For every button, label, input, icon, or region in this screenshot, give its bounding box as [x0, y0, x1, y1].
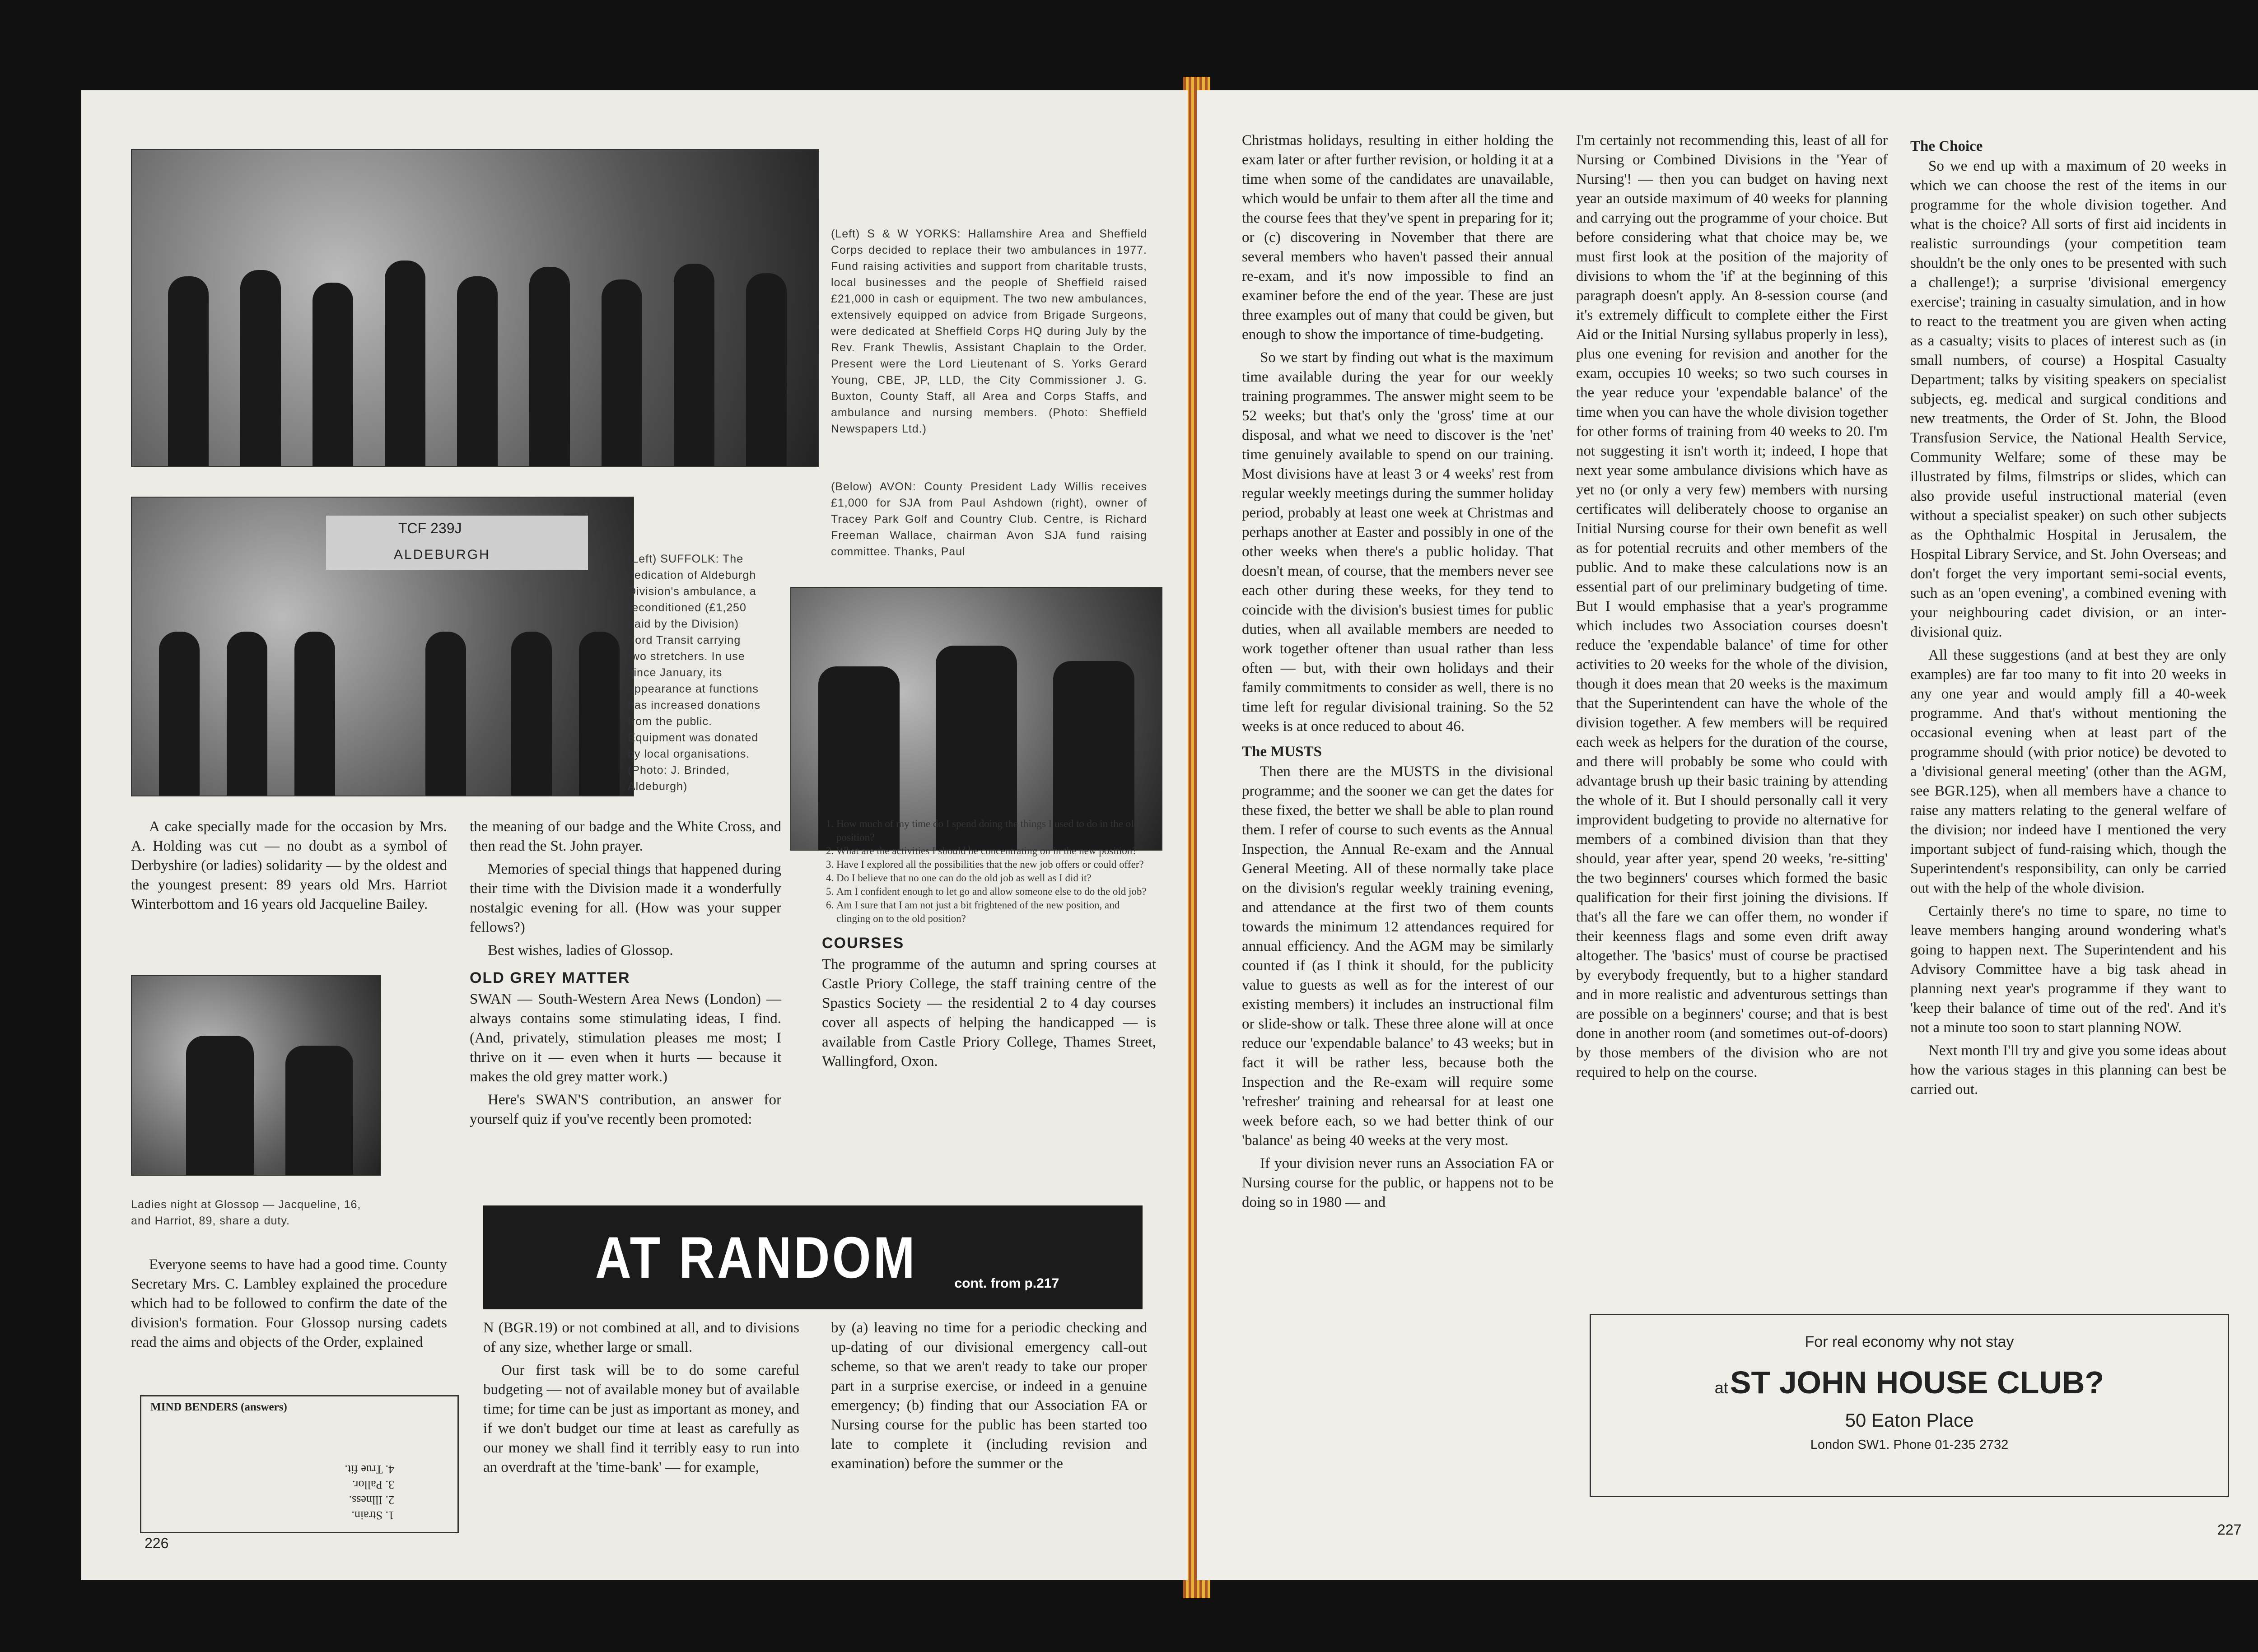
para-52-weeks: So we start by finding out what is the maximum time available during the year for our weekly training programmes. The answer might seem to be 52 weeks; but that's only the 'gross' time at our disposal, and what we need to discover is the 'net' time genuinely available to spend on our training. Most divisions have at least 3 or 4 weeks' rest from regular weekly meetings during the summer holiday period, probably at least one week at Christmas and perhaps another at Easter and possibly in one of the other weeks when there's a public holiday. That doesn't mean, of course, that the members never see each other during these weeks, for they tend to coincide with the division's busiest times for public duties, when all available members are needed to work together oftener than usual rather than less often — but, with their own holidays and their family commitments to consider as well, there is no time left for regular divisional training. So the 52 weeks is at once reduced to about 46.: [1242, 349, 1554, 735]
van-sign: ALDEBURGH: [394, 547, 490, 562]
mind-benders-box: [140, 1395, 459, 1533]
right-col1: [1242, 131, 1554, 1216]
heading-choice: The Choice: [1910, 138, 1983, 154]
ad-club-name: ST JOHN HOUSE CLUB?: [1730, 1365, 2104, 1400]
mind-benders-answer: 1. Strain.: [351, 1509, 394, 1522]
left-page: [81, 90, 1188, 1580]
random-col1: [483, 1318, 799, 1481]
para-courses: The programme of the autumn and spring courses at Castle Priory College, the staff training centre of the Spastics Society — the residential 2 to 4 day courses cover all aspects of helping the handicapped — is available from Castle Priory College, Thames Street, Wallingford, Oxon.: [822, 956, 1156, 1070]
quiz-question: 5. Am I confident enough to let go and allow someone else to do the old job?: [836, 885, 1156, 898]
banner-cont: cont. from p.217: [954, 1276, 1059, 1291]
right-page: [1197, 90, 2258, 1580]
page-number-left: 226: [145, 1535, 169, 1551]
ad-tagline: For real economy why not stay: [1805, 1333, 2014, 1350]
para-suggestions: All these suggestions (and at best they are only examples) are far too many to fit into 20 weeks in any one year and would amply fill a 40-week programme. And that's without mentioning the occasional evening when at least part of the programme should (with prior notice) be devoted to a 'divisional general meeting' (other than the AGM, see BGR.125), when all members have a chance to raise any matters relating to the general welfare of the division; nor indeed have I mentioned the very important subject of fund-raising which, though the Superintendent's responsibility, can only be carried out with the help of the whole division.: [1910, 647, 2226, 896]
quiz-question: 6. Am I sure that I am not just a bit frightened of the new position, and clinging on to the old position?: [836, 898, 1156, 926]
caption-ladies: Ladies night at Glossop — Jacqueline, 16, and Harriot, 89, share a duty.: [131, 1198, 361, 1227]
photo-ladies-glossop: [131, 975, 381, 1176]
ad-address: 50 Eaton Place: [1845, 1410, 1974, 1431]
random-col2: [831, 1318, 1147, 1477]
left-col2: [470, 817, 781, 1133]
caption-suffolk: (Left) SUFFOLK: The dedication of Aldeburgh Division's ambulance, a reconditioned (£1,250 paid by the Division) Ford Transit carrying two stretchers. In use since January, its appearance at functions has increased donations from the public. Equipment was donated by local organisations. (Photo: J. Brinded, Aldeburgh): [628, 553, 761, 793]
para-cake: A cake specially made for the occasion by Mrs. A. Holding was cut — no doubt as a symbol of Derbyshire (or ladies) solidarity — by the oldest and the youngest present: 89 years old Mrs. Harriot Winterbottom and 16 years old Jacqueline Bailey.: [131, 819, 447, 912]
left-col1-top: [131, 817, 447, 918]
ad-at: at: [1714, 1378, 1728, 1397]
para-association: If your division never runs an Association FA or Nursing course for the public, or happens not to be doing so in 1980 — and: [1242, 1155, 1554, 1210]
para-musts: Then there are the MUSTS in the divisional programme; and the sooner we can get the dates for these fixed, the better we shall be able to plan round them. I refer of course to such events as the Annual Inspection, the Annual Re-exam and the Annual General Meeting. All of these normally take place on the division's regular weekly training evening, and attendance at the first two of them counts towards the minimum 12 attendances required for annual efficiency. And the AGM may be similarly counted if (as I think it should, for the publicity value to guests as well as for the interest of our existing members) it includes an instructional film or slide-show or talk. These three alone will at once reduce our 'expendable balance' to 43 weeks; but in fact it will be rather less, because both the Inspection and the Re-exam will require some 'refresher' training and rehearsal for at least one week before each, so we had better think of our 'balance' as being 40 weeks at the very most.: [1242, 763, 1554, 1149]
photo-suffolk-ambulance: [131, 497, 634, 796]
banner-title: AT RANDOM: [595, 1224, 917, 1290]
van-plate: TCF 239J: [398, 520, 462, 536]
left-col3: [822, 817, 1156, 1075]
quiz-questions: [822, 817, 1156, 926]
page-number-right: 227: [2217, 1522, 2242, 1538]
mind-benders-answer: 4. True fit.: [345, 1463, 394, 1476]
st-john-house-club-ad: [1590, 1314, 2229, 1497]
quiz-question: 3. Have I explored all the possibilities that the new job offers or could offer?: [836, 858, 1156, 871]
mind-benders-title: MIND BENDERS (answers): [150, 1401, 287, 1413]
photo-avon-cheque: [790, 587, 1162, 851]
mind-benders-answer: 3. Pallor.: [352, 1478, 394, 1491]
para-memories: Memories of special things that happened during their time with the Division made it a wonderfully nostalgic evening for all. (How was your supper fellows?): [470, 861, 781, 935]
quiz-question: 1. How much of my time do I spend doing the things I used to do in the old position?: [836, 817, 1156, 844]
para-badge: the meaning of our badge and the White Cross, and then read the St. John prayer.: [470, 819, 781, 854]
para-choice: So we end up with a maximum of 20 weeks in which we can choose the rest of the items in our programme for the whole division together. And what is the choice? All sorts of first aid incidents in realistic surroundings (your competition team shouldn't be the only ones to be presented with such a challenge!); a surprise 'divisional emergency exercise'; training in casualty simulation, and in how to react to the treatment you are given when acting as a casualty; visits to places of interest such as (in small numbers, of course) a Hospital Casualty Department; talks by visiting speakers on specialist subjects, eg. medical and surgical conditions and new treatments, the Order of St. John, the Blood Transfusion Service, the National Health Service, Community Welfare; some of these may be illustrated by films, filmstrips or slides, which can also provide useful instructional material (even without a specialist speaker) on such other subjects as the Ophthalmic Hospital in Jerusalem, the Hospital Library Service, and St. John Overseas; and don't forget the very important semi-social events, such as an 'open evening', a combined evening with your neighbouring cadet division, or an inter-divisional quiz.: [1910, 158, 2226, 640]
para-next-month: Next month I'll try and give you some ideas about how the various stages in this planning can best be carried out.: [1910, 1042, 2226, 1098]
para-swan-quiz: Here's SWAN'S contribution, an answer for yourself quiz if you've recently been promoted:: [470, 1092, 781, 1127]
right-col2: [1576, 131, 1888, 1086]
ad-phone: London SW1. Phone 01-235 2732: [1810, 1438, 2009, 1452]
left-col1-bottom: [131, 1255, 447, 1356]
para-random-3: by (a) leaving no time for a periodic checking and up-dating of our divisional emergency call-out scheme, so that we aren't ready to take our proper part in a surprise exercise, or indeed in a genuine emergency; (b) finding that our Association FA or Nursing course for the public has been started too late to complete it (including revision and examination) before the summer or the: [831, 1320, 1147, 1472]
mind-benders-answers: [345, 1461, 394, 1523]
quiz-question: 4. Do I believe that no one can do the old job as well as I did it?: [836, 871, 1156, 885]
quiz-question: 2. What are the activities I should be concentrating on in the new position?: [836, 844, 1156, 858]
para-no-time: Certainly there's no time to spare, no time to leave members hanging around wondering what's going to happen next. The Superintendent and his Advisory Committee have a big task ahead in planning next year's programme if they want to 'keep their balance of time out of the red'. And it's not a minute too soon to start planning NOW.: [1910, 903, 2226, 1036]
para-random-1: N (BGR.19) or not combined at all, and to divisions of any size, whether large or small.: [483, 1320, 799, 1355]
heading-courses: COURSES: [822, 935, 905, 952]
at-random-banner: [483, 1205, 1143, 1309]
para-swan: SWAN — South-Western Area News (London) — always contains some stimulating ideas, I find. (And, privately, stimulation pleases me most; I thrive on it — even when it hurts — because it makes the old grey matter work.): [470, 991, 781, 1085]
heading-old-grey-matter: OLD GREY MATTER: [470, 969, 630, 987]
right-col3: [1910, 131, 2226, 1103]
ad-main: [1591, 1364, 2228, 1401]
heading-musts: The MUSTS: [1242, 744, 1322, 760]
para-random-2: Our first task will be to do some careful budgeting — not of available money but of available time; for time can be just as important as money, and if we don't budget our time at least as carefully as our money we shall find it terribly easy to run into an overdraft at the 'time-bank' — for example,: [483, 1362, 799, 1475]
mind-benders-answer: 2. Illness.: [349, 1494, 394, 1507]
para-nursing: I'm certainly not recommending this, least of all for Nursing or Combined Divisions in the 'Year of Nursing'! — then you can budget on having next year an outside maximum of 40 weeks for planning and carrying out the programme of your choice. But before considering what that choice may be, we must first look at the position of the majority of divisions to whom the 'if' at the beginning of this paragraph doesn't apply. An 8-session course (and it's extremely difficult to complete either the First Aid or the Initial Nursing syllabus properly in less), plus one evening for revision and another for the exam, occupies 10 weeks; so two such courses in the year reduce your 'expendable balance' of the time when you can have the whole division together for other forms of training from 40 weeks to 20. I'm not suggesting it isn't worth it; indeed, I hope that next year some ambulance divisions which have as yet no (or only a very few) members with nursing certificates will deliberately choose to organise an Initial Nursing course for their own benefit as well as for potential recruits and other members of the public. And to make these calculations now is an essential part of our preliminary budgeting of time. But I would emphasise that a year's programme which includes two Association courses doesn't reduce the 'expendable balance' of time for other activities to 20 weeks for the whole of the division, though it does mean that 20 weeks is the maximum that the Superintendent can have the whole of the division together. A few members will be required each week as helpers for the duration of the course, and there will probably be some who could with advantage brush up their basic training by attending the whole of it. But I should personally call it very improvident budgeting to provide no alternative for members of a combined division than that they should, year after year, spend 20 weeks, 're-sitting' the two beginners' courses which formed the basic qualification for their first joining the divisions. If that's all the fare we can offer them, no wonder if their keenness flags and some even drift away altogether. The 'basics' must of course be practised by everybody frequently, but to a higher standard and in more realistic and adventurous settings than are possible on a beginners' course; and that is best done in another room (and sometimes out-of-doors) by those members of the division who are not required to help on the course.: [1576, 132, 1888, 1080]
para-christmas: Christmas holidays, resulting in either holding the exam later or after further revision, or holding it at a time when some of the candidates are unavailable, which would be unfair to them after all the time and the course fees that they've spent in preparing for it; or (c) discovering in November that there are several members who haven't passed their annual re-exam, and it's now impossible to find an examiner before the end of the year. These are just three examples out of many that could be given, but enough to show the importance of time-budgeting.: [1242, 132, 1554, 343]
caption-yorks: (Left) S & W YORKS: Hallamshire Area and Sheffield Corps decided to replace their two ambulances in 1977. Fund raising activities and support from charitable trusts, local businesses and the people of Sheffield raised £21,000 in cash or equipment. The two new ambulances, extensively equipped on advice from Brigade Surgeons, were dedicated at Sheffield Corps HQ during July by the Rev. Frank Thewlis, Assistant Chaplain to the Order. Present were the Lord Lieutenant of S. Yorks Gerard Young, CBE, JP, LLD, the City Commissioner J. G. Buxton, County Staff, all Area and Corps Staffs, and ambulance and nursing members. (Photo: Sheffield Newspapers Ltd.): [831, 228, 1147, 435]
photo-yorks-group: [131, 149, 819, 467]
caption-avon: (Below) AVON: County President Lady Willis receives £1,000 for SJA from Paul Ashdown (right), owner of Tracey Park Golf and Country Club. Centre, is Richard Freeman Wallace, chairman Avon SJA fund raising committee. Thanks, Paul: [831, 480, 1147, 558]
para-good-time: Everyone seems to have had a good time. County Secretary Mrs. C. Lambley explained the procedure which had to be followed to confirm the date of the division's formation. Four Glossop nursing cadets read the aims and objects of the Order, explained: [131, 1256, 447, 1350]
para-wishes: Best wishes, ladies of Glossop.: [488, 942, 673, 959]
